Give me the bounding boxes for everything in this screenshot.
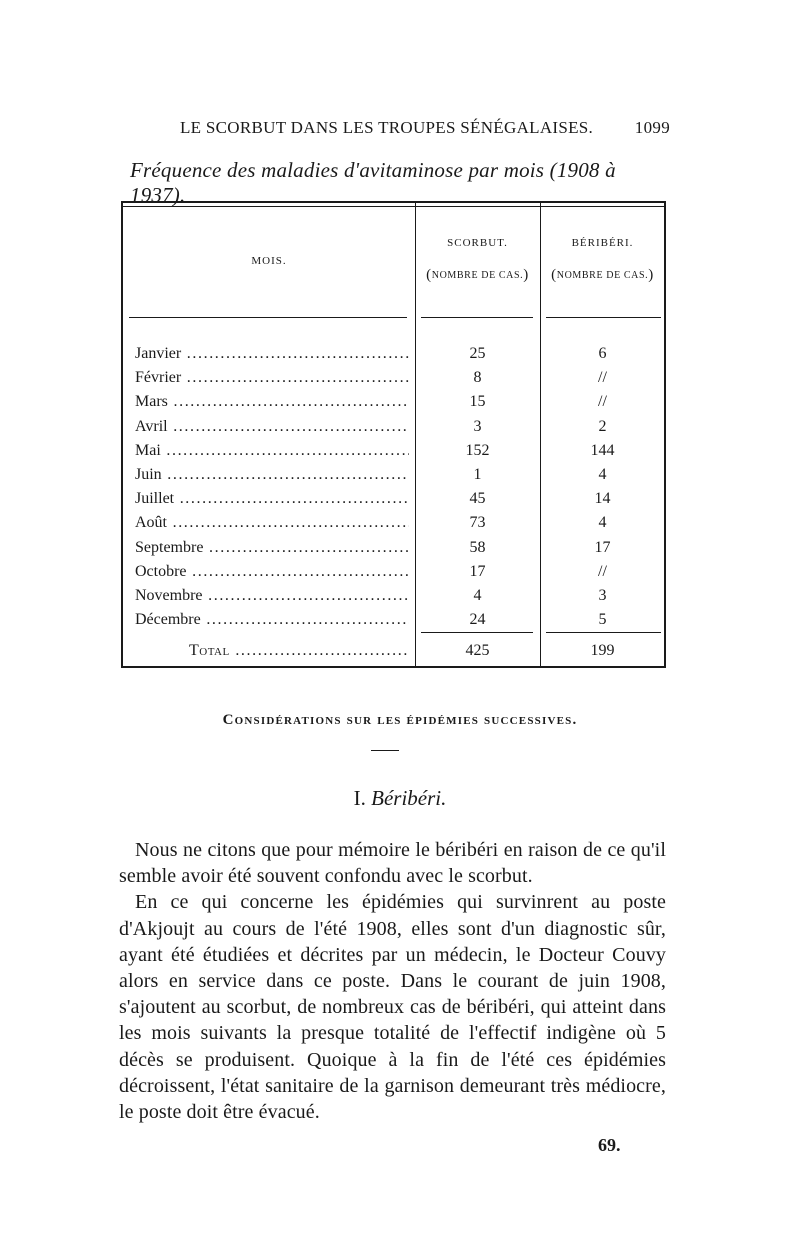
table-body	[123, 342, 664, 632]
table-row	[123, 439, 664, 463]
table-row	[123, 584, 664, 608]
column-subheader-scorbut: (NOMBRE DE CAS.)	[426, 267, 529, 283]
scorbut-cell: 58	[469, 538, 486, 556]
running-head-title: LE SCORBUT DANS LES TROUPES SÉNÉGALAISES.	[180, 118, 594, 137]
sub-heading-title: Béribéri.	[371, 786, 447, 810]
sub-heading	[0, 786, 800, 811]
scorbut-sub-label: NOMBRE DE CAS.	[431, 270, 524, 281]
month-cell: Septembre .....	[135, 536, 409, 560]
paragraph: Nous ne citons que pour mémoire le béribéri en raison de ce qu'il semble avoir été souvent confondu avec le scorbut.	[119, 839, 666, 888]
scorbut-cell: 15	[469, 393, 486, 411]
month-cell: Juillet .....	[135, 487, 409, 511]
beriberi-cell: 144	[590, 441, 615, 459]
beriberi-cell: //	[598, 393, 607, 411]
scorbut-cell: 25	[469, 345, 486, 362]
total-beriberi: 199	[590, 642, 615, 659]
scorbut-cell: 45	[469, 490, 486, 508]
table-row	[123, 366, 664, 390]
total-scorbut: 425	[465, 642, 490, 659]
month-cell: Novembre .....	[135, 584, 409, 608]
table-row	[123, 342, 664, 366]
month-cell: Juin .....	[135, 463, 409, 487]
month-cell: Avril .....	[135, 415, 409, 439]
table-row	[123, 463, 664, 487]
month-cell: Octobre .....	[135, 560, 409, 584]
scorbut-cell: 8	[473, 369, 482, 387]
running-head	[180, 118, 670, 138]
column-header-beriberi: BÉRIBÉRI.	[571, 237, 634, 249]
header-rule-mois	[129, 317, 407, 318]
scorbut-cell: 24	[469, 611, 486, 629]
column-subheader-beriberi: (NOMBRE DE CAS.)	[551, 267, 654, 283]
table-row	[123, 415, 664, 439]
total-rule-scorbut	[421, 632, 533, 633]
header-rule-beriberi	[546, 317, 661, 318]
beriberi-cell: 5	[598, 611, 607, 629]
table-row	[123, 390, 664, 414]
sub-heading-number: I.	[353, 786, 366, 810]
total-rule-beriberi	[546, 632, 661, 633]
page-number: 1099	[634, 118, 670, 137]
month-cell: Mai .....	[135, 439, 409, 463]
beriberi-cell: 4	[598, 514, 607, 532]
table-caption: Fréquence des maladies d'avitaminose par mois (1908 à 1937).	[130, 158, 616, 207]
beriberi-cell: 6	[598, 345, 607, 362]
frequency-table	[121, 201, 666, 668]
month-cell: Août .....	[135, 511, 409, 535]
scorbut-cell: 152	[465, 441, 490, 459]
table-row	[123, 608, 664, 632]
table-inner-top-rule	[123, 206, 664, 207]
table-row	[123, 511, 664, 535]
beriberi-cell: //	[598, 369, 607, 387]
scorbut-cell: 3	[473, 417, 482, 435]
section-title: Considérations sur les épidémies successives.	[222, 712, 578, 728]
paragraph: En ce qui concerne les épidémies qui survinrent au poste d'Akjoujt au cours de l'été 1908, elles sont d'un diagnostic sûr, ayant été étudiées et décrites par un médecin, le Docteur Couvy alors en service dans ce poste. Dans le courant de juin 1908, s'ajoutent au scorbut, de nombreux cas de béribéri, qui atteint dans les mois suivants la presque totalité de l'effectif indigène où 5 décès se produisent. Quoique à la fin de l'été ces épidémies décroissent, l'état sanitaire de la garnison demeurant très médiocre, le poste doit être évacué.	[119, 891, 666, 1124]
beriberi-cell: //	[598, 562, 607, 580]
scorbut-cell: 17	[469, 562, 486, 580]
month-cell: Février .....	[135, 366, 409, 390]
month-cell: Décembre .....	[135, 608, 409, 632]
month-cell: Mars .....	[135, 390, 409, 414]
beriberi-cell: 17	[594, 538, 611, 556]
total-label: Total .....	[189, 639, 409, 663]
body-text	[119, 837, 666, 1125]
beriberi-cell: 4	[598, 465, 607, 483]
table-row	[123, 560, 664, 584]
scorbut-cell: 1	[473, 465, 482, 483]
signature-mark: 69.	[598, 1135, 621, 1155]
month-cell: Janvier .....	[135, 342, 409, 366]
beriberi-cell: 3	[598, 586, 607, 604]
beriberi-cell: 14	[594, 490, 611, 508]
section-divider	[371, 750, 399, 751]
column-header-scorbut: SCORBUT.	[447, 237, 508, 249]
beriberi-sub-label: NOMBRE DE CAS.	[556, 270, 649, 281]
total-row	[123, 639, 664, 663]
scorbut-cell: 4	[473, 586, 482, 604]
beriberi-cell: 2	[598, 417, 607, 435]
scorbut-cell: 73	[469, 514, 486, 532]
header-rule-scorbut	[421, 317, 533, 318]
table-row	[123, 487, 664, 511]
column-header-mois: MOIS.	[251, 255, 287, 267]
table-row	[123, 536, 664, 560]
